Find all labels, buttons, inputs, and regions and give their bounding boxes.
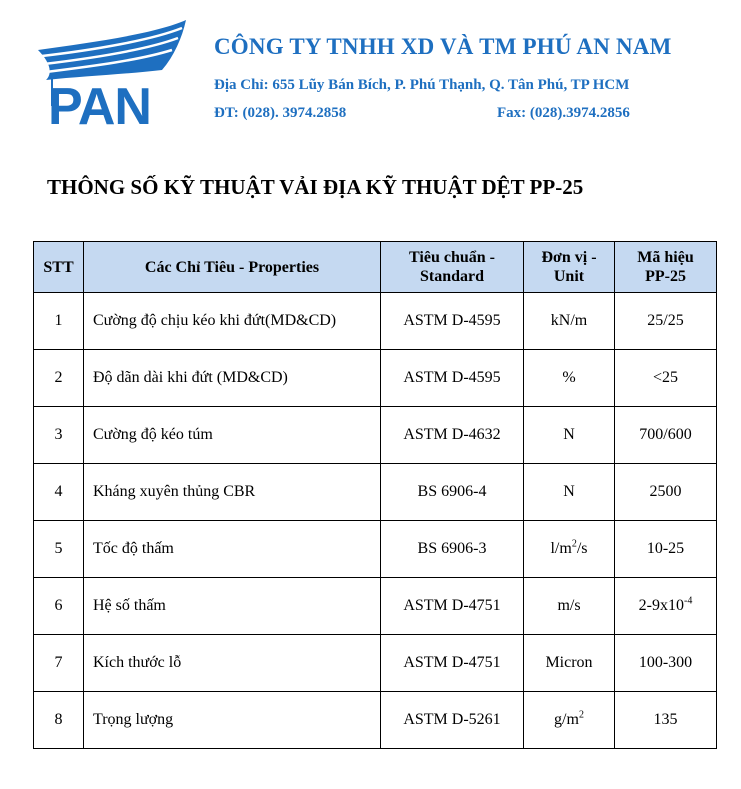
cell-stt: 3 — [34, 407, 84, 464]
cell-standard: ASTM D-4751 — [381, 578, 524, 635]
table-header-row — [34, 242, 717, 293]
cell-property: Cường độ kéo túm — [84, 407, 381, 464]
cell-property: Hệ số thấm — [84, 578, 381, 635]
table-row — [34, 578, 717, 635]
cell-standard: ASTM D-4595 — [381, 293, 524, 350]
document-title: THÔNG SỐ KỸ THUẬT VẢI ĐỊA KỸ THUẬT DỆT PP-25 — [47, 175, 584, 199]
company-address: Địa Chỉ: 655 Lũy Bán Bích, P. Phú Thạnh, Q. Tân Phú, TP HCM — [214, 77, 630, 93]
cell-value: 700/600 — [615, 407, 717, 464]
cell-stt: 4 — [34, 464, 84, 521]
table-row — [34, 635, 717, 692]
cell-stt: 6 — [34, 578, 84, 635]
cell-stt: 1 — [34, 293, 84, 350]
cell-unit: N — [524, 407, 615, 464]
header-unit: Đơn vị - Unit — [524, 242, 615, 293]
cell-value: 10-25 — [615, 521, 717, 578]
company-phone: ĐT: (028). 3974.2858 — [214, 105, 347, 121]
cell-stt: 7 — [34, 635, 84, 692]
cell-value: 135 — [615, 692, 717, 749]
company-name: CÔNG TY TNHH XD VÀ TM PHÚ AN NAM — [214, 34, 672, 59]
cell-property: Tốc độ thấm — [84, 521, 381, 578]
cell-unit: % — [524, 350, 615, 407]
header-property: Các Chỉ Tiêu - Properties — [84, 242, 381, 293]
cell-unit: N — [524, 464, 615, 521]
cell-value: <25 — [615, 350, 717, 407]
cell-standard: ASTM D-4632 — [381, 407, 524, 464]
cell-property: Cường độ chịu kéo khi đứt(MD&CD) — [84, 293, 381, 350]
company-logo — [34, 18, 194, 128]
header-code: Mã hiệu PP-25 — [615, 242, 717, 293]
specifications-table — [33, 241, 717, 749]
cell-stt: 5 — [34, 521, 84, 578]
cell-standard: BS 6906-4 — [381, 464, 524, 521]
cell-unit: kN/m — [524, 293, 615, 350]
cell-standard: ASTM D-5261 — [381, 692, 524, 749]
cell-stt: 8 — [34, 692, 84, 749]
header-stt: STT — [34, 242, 84, 293]
cell-property: Kháng xuyên thủng CBR — [84, 464, 381, 521]
cell-value: 2500 — [615, 464, 717, 521]
cell-standard: ASTM D-4595 — [381, 350, 524, 407]
cell-unit: $g/m^2$ — [524, 692, 615, 749]
table-row — [34, 692, 717, 749]
table-row — [34, 521, 717, 578]
table-row — [34, 464, 717, 521]
cell-unit: $l/m^2/s$ — [524, 521, 615, 578]
cell-unit: Micron — [524, 635, 615, 692]
cell-unit: m/s — [524, 578, 615, 635]
cell-property: Độ dãn dài khi đứt (MD&CD) — [84, 350, 381, 407]
table-row — [34, 293, 717, 350]
logo-text: PAN — [48, 78, 151, 128]
cell-value: 100-300 — [615, 635, 717, 692]
cell-property: Trọng lượng — [84, 692, 381, 749]
cell-standard: ASTM D-4751 — [381, 635, 524, 692]
table-row — [34, 407, 717, 464]
cell-value: 25/25 — [615, 293, 717, 350]
company-fax: Fax: (028).3974.2856 — [497, 105, 630, 121]
cell-value: $2-9x10^{-4}$ — [615, 578, 717, 635]
header-standard: Tiêu chuẩn - Standard — [381, 242, 524, 293]
cell-property: Kích thước lỗ — [84, 635, 381, 692]
table-row — [34, 350, 717, 407]
cell-standard: BS 6906-3 — [381, 521, 524, 578]
cell-stt: 2 — [34, 350, 84, 407]
